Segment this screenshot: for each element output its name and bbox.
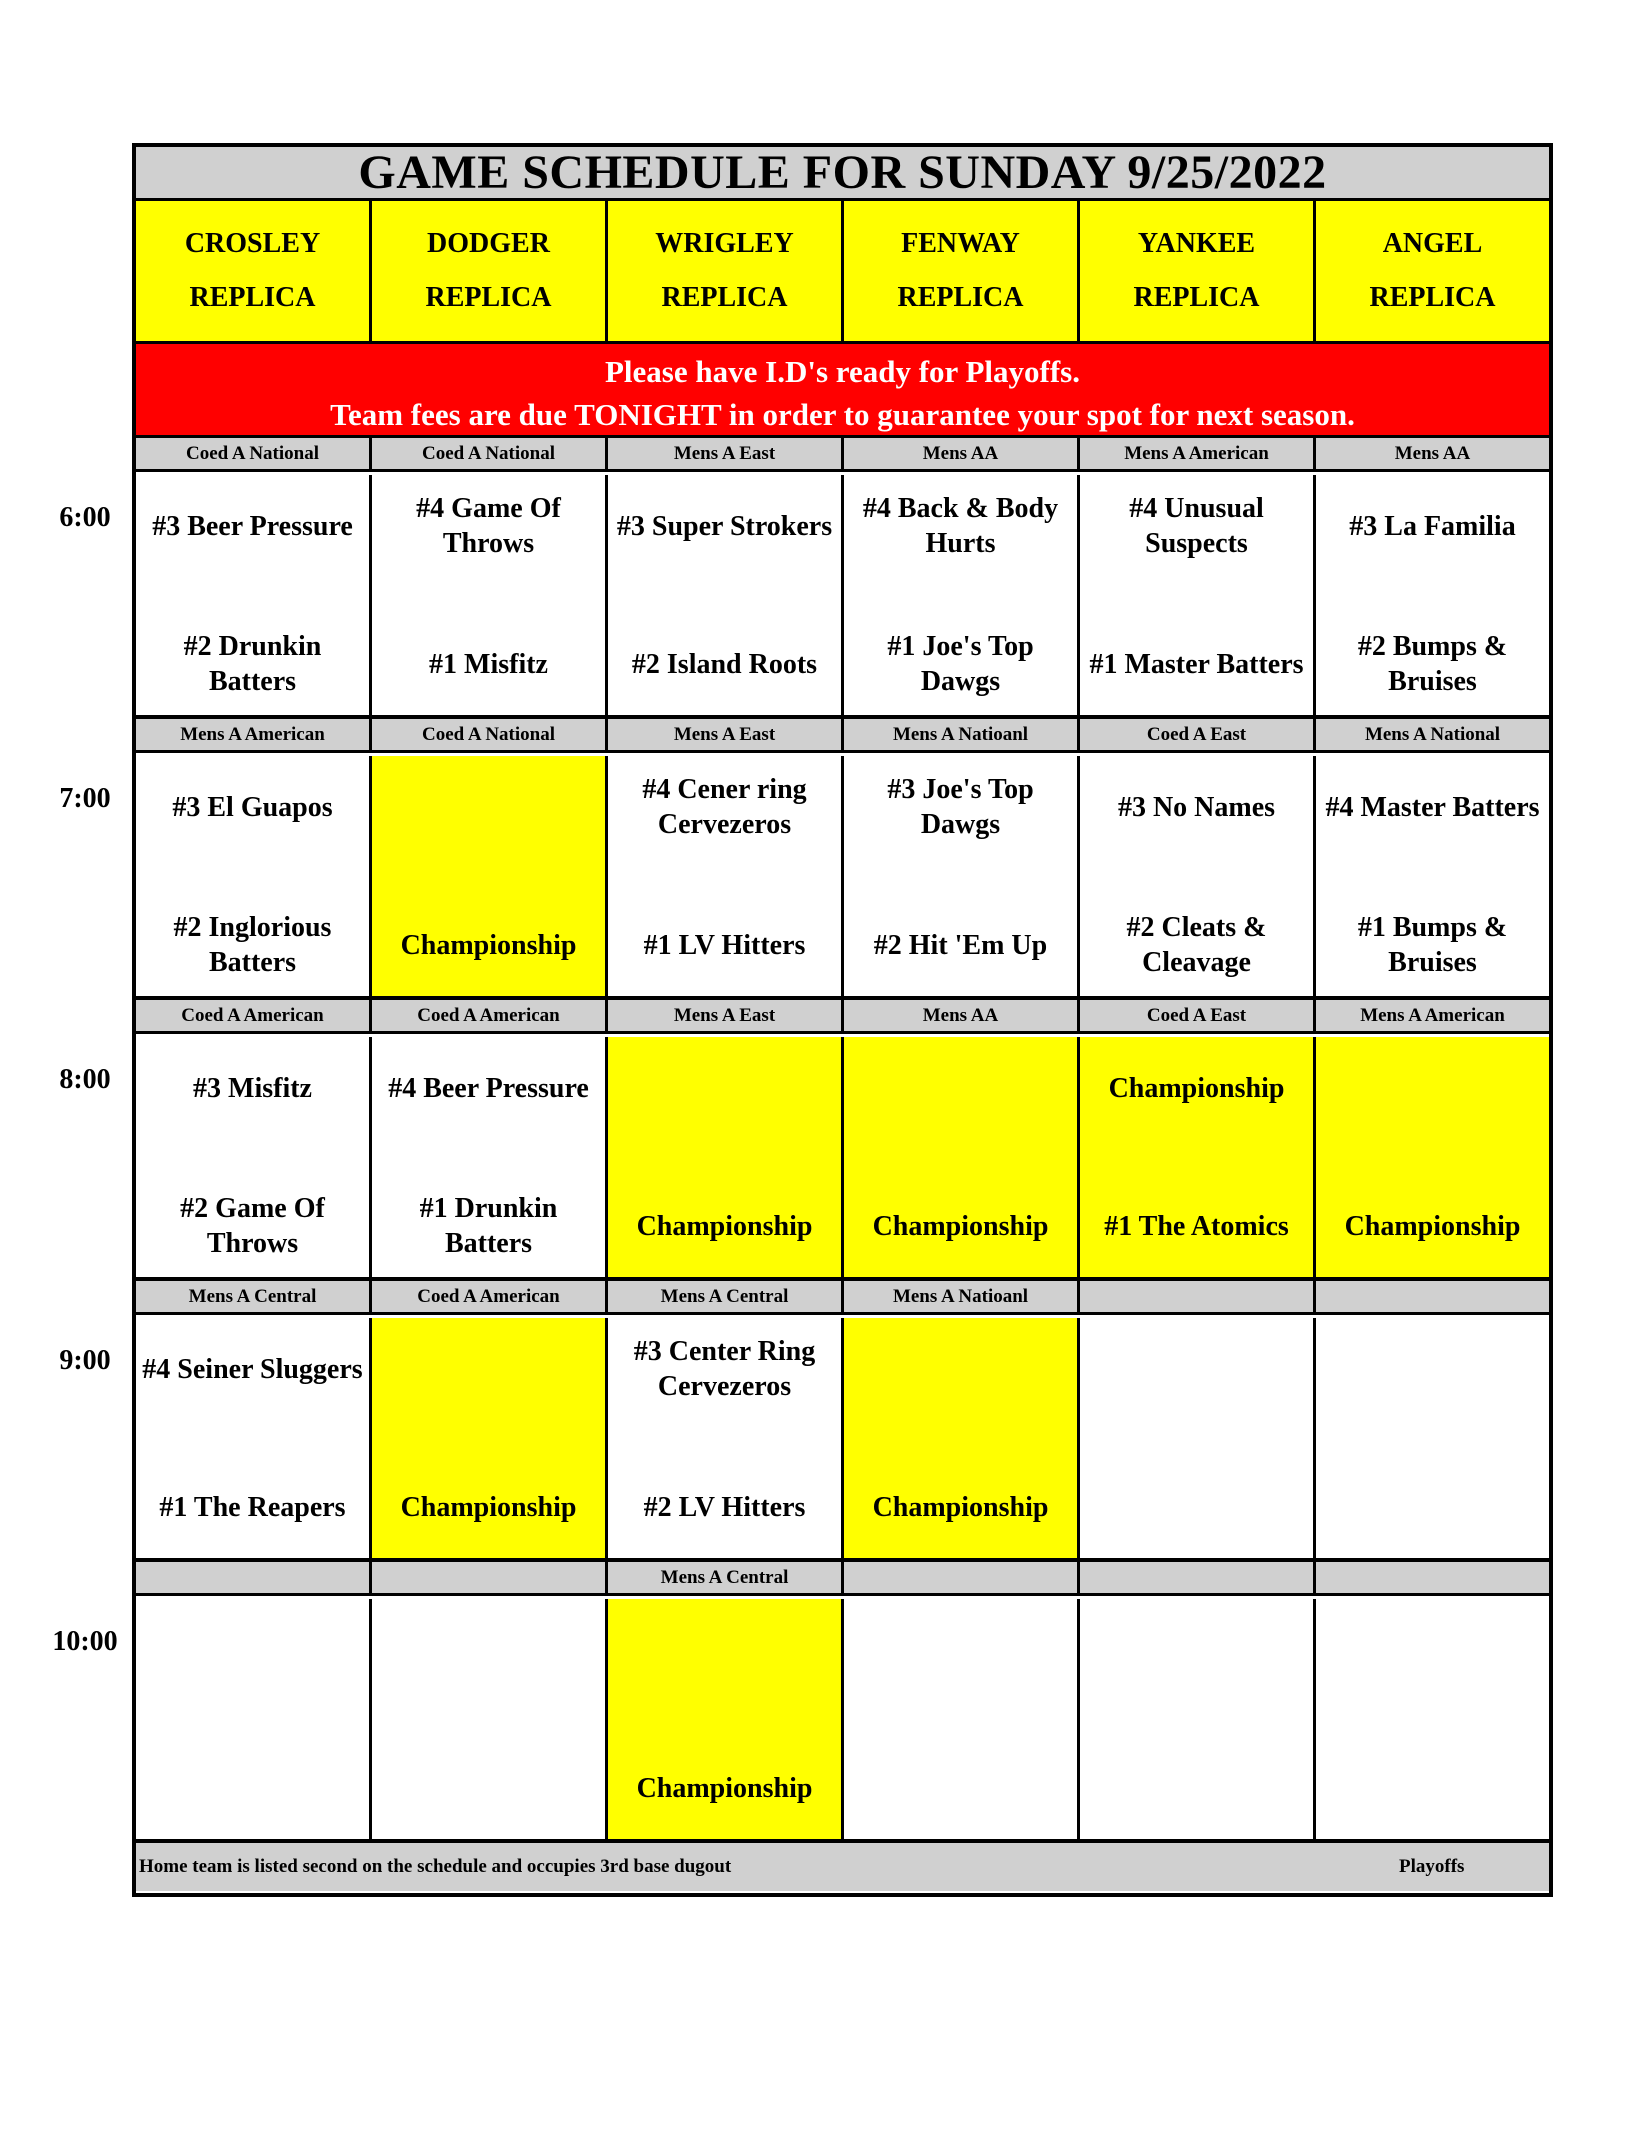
division-label: Mens A American xyxy=(1080,438,1316,469)
home-team: Championship xyxy=(636,1772,813,1804)
division-label: Mens A Central xyxy=(608,1562,844,1593)
division-label: Coed A American xyxy=(136,1000,372,1031)
division-label: Coed A American xyxy=(372,1281,608,1312)
field-header-row xyxy=(136,201,1549,344)
field-sub: REPLICA xyxy=(1133,282,1260,313)
time-label: 7:00 xyxy=(59,783,111,814)
game-cell xyxy=(1316,1599,1549,1839)
home-team: #2 LV Hitters xyxy=(643,1491,806,1523)
away-team xyxy=(1318,1332,1547,1406)
home-team xyxy=(846,1751,1075,1825)
division-label: Mens A Natioanl xyxy=(844,719,1080,750)
away-team: #3 El Guapos xyxy=(172,791,333,823)
game-cell xyxy=(372,1599,608,1839)
division-label: Mens A Central xyxy=(136,1281,372,1312)
game-row xyxy=(136,756,1549,1000)
time-label: 10:00 xyxy=(52,1626,118,1657)
schedule-title: GAME SCHEDULE FOR SUNDAY 9/25/2022 xyxy=(136,147,1549,201)
game-cell xyxy=(372,1037,608,1277)
game-cell xyxy=(844,475,1080,715)
division-label xyxy=(136,1562,372,1593)
division-label: Coed A East xyxy=(1080,719,1316,750)
home-team xyxy=(1318,1751,1547,1825)
away-team xyxy=(138,1613,367,1687)
field-name: YANKEE xyxy=(1137,228,1256,259)
division-label xyxy=(1080,1562,1316,1593)
division-label: Mens A East xyxy=(608,438,844,469)
field-name: DODGER xyxy=(427,228,550,259)
away-team xyxy=(610,1051,839,1125)
field-header xyxy=(844,201,1080,341)
division-label: Coed A National xyxy=(136,438,372,469)
field-sub: REPLICA xyxy=(189,282,316,313)
home-team: Championship xyxy=(872,1491,1049,1523)
division-label: Mens AA xyxy=(844,1000,1080,1031)
field-name: CROSLEY xyxy=(184,228,321,259)
division-label: Coed A National xyxy=(372,719,608,750)
away-team xyxy=(1082,1332,1311,1406)
championship-cell xyxy=(372,1318,608,1558)
field-name: WRIGLEY xyxy=(655,228,794,259)
home-team: #1 The Atomics xyxy=(1104,1210,1289,1242)
division-label xyxy=(1316,1562,1549,1593)
field-sub: REPLICA xyxy=(897,282,1024,313)
away-team: #4 Beer Pressure xyxy=(388,1072,589,1104)
championship-cell xyxy=(844,1037,1080,1277)
championship-cell xyxy=(608,1599,844,1839)
home-team: #1 Drunkin Batters xyxy=(419,1193,558,1259)
away-team xyxy=(374,770,603,844)
game-cell xyxy=(1316,475,1549,715)
away-team xyxy=(846,1051,1075,1125)
game-cell xyxy=(1316,756,1549,996)
footer xyxy=(136,1843,1549,1891)
footer-label: Playoffs xyxy=(1399,1856,1465,1877)
away-team xyxy=(1318,1051,1547,1125)
away-team: #4 Game Of Throws xyxy=(416,493,561,559)
away-team: Championship xyxy=(1108,1072,1285,1104)
home-team xyxy=(138,1751,367,1825)
home-team: #2 Hit 'Em Up xyxy=(873,929,1048,961)
home-team xyxy=(374,1751,603,1825)
game-row xyxy=(136,1599,1549,1843)
championship-cell xyxy=(844,1318,1080,1558)
home-team: #2 Bumps & Bruises xyxy=(1357,631,1508,697)
home-team: Championship xyxy=(400,929,577,961)
game-cell xyxy=(1080,1599,1316,1839)
time-label: 8:00 xyxy=(59,1064,111,1095)
game-cell xyxy=(136,1599,372,1839)
division-label: Mens A Natioanl xyxy=(844,1281,1080,1312)
division-label: Coed A National xyxy=(372,438,608,469)
field-name: FENWAY xyxy=(901,228,1020,259)
division-label xyxy=(844,1562,1080,1593)
championship-cell xyxy=(608,1037,844,1277)
away-team: #3 Super Strokers xyxy=(616,510,833,542)
game-cell xyxy=(1080,475,1316,715)
game-cell xyxy=(608,1318,844,1558)
division-row xyxy=(136,719,1549,753)
away-team: #3 Misfitz xyxy=(193,1072,312,1104)
home-team: #2 Island Roots xyxy=(631,648,818,680)
away-team xyxy=(374,1332,603,1406)
away-team xyxy=(846,1613,1075,1687)
away-team xyxy=(1082,1613,1311,1687)
home-team: #2 Inglorious Batters xyxy=(173,912,332,978)
division-row xyxy=(136,438,1549,472)
schedule-table xyxy=(132,143,1553,1897)
division-label xyxy=(1080,1281,1316,1312)
notice-line: Please have I.D's ready for Playoffs. xyxy=(605,354,1080,389)
division-label: Mens A East xyxy=(608,1000,844,1031)
field-header xyxy=(1316,201,1549,341)
home-team: #1 LV Hitters xyxy=(643,929,806,961)
game-cell xyxy=(136,475,372,715)
home-team: Championship xyxy=(872,1210,1049,1242)
championship-cell xyxy=(372,756,608,996)
field-header xyxy=(1080,201,1316,341)
home-team: #1 Misfitz xyxy=(429,648,548,680)
home-team: #2 Cleats & Cleavage xyxy=(1126,912,1267,978)
home-team: #1 Master Batters xyxy=(1089,648,1304,680)
division-label: Mens A East xyxy=(608,719,844,750)
game-cell xyxy=(844,756,1080,996)
game-row xyxy=(136,1037,1549,1281)
home-team: #1 Bumps & Bruises xyxy=(1357,912,1508,978)
game-cell xyxy=(608,756,844,996)
division-row xyxy=(136,1281,1549,1315)
division-label: Mens AA xyxy=(844,438,1080,469)
away-team: #4 Cener ring Cervezeros xyxy=(642,774,807,840)
division-label: Mens A Central xyxy=(608,1281,844,1312)
away-team: #3 Beer Pressure xyxy=(152,510,353,542)
away-team xyxy=(374,1613,603,1687)
away-team: #3 La Familia xyxy=(1349,510,1516,542)
division-label: Mens A American xyxy=(1360,1005,1505,1026)
home-team: #1 The Reapers xyxy=(159,1491,346,1523)
game-cell xyxy=(1316,1318,1549,1558)
game-cell xyxy=(136,1037,372,1277)
game-cell xyxy=(608,475,844,715)
game-row xyxy=(136,475,1549,719)
away-team: #4 Unusual Suspects xyxy=(1129,493,1264,559)
home-team: Championship xyxy=(400,1491,577,1523)
field-name: ANGEL xyxy=(1382,228,1483,259)
away-team: #3 Center Ring Cervezeros xyxy=(633,1336,816,1402)
home-team xyxy=(1082,1751,1311,1825)
away-team xyxy=(610,1613,839,1687)
home-team: #1 Joe's Top Dawgs xyxy=(887,631,1034,697)
division-label: Coed A American xyxy=(372,1000,608,1031)
footer-note: Home team is listed second on the schedule and occupies 3rd base dugout xyxy=(139,1856,732,1877)
home-team: Championship xyxy=(1344,1210,1521,1242)
home-team xyxy=(1318,1470,1547,1544)
field-sub: REPLICA xyxy=(661,282,788,313)
away-team: #4 Back & Body Hurts xyxy=(862,493,1059,559)
division-row xyxy=(136,1000,1549,1034)
field-sub: REPLICA xyxy=(425,282,552,313)
away-team: #4 Seiner Sluggers xyxy=(142,1353,363,1385)
away-team: #3 No Names xyxy=(1117,791,1276,823)
away-team xyxy=(1318,1613,1547,1687)
field-header xyxy=(372,201,608,341)
home-team: #2 Game Of Throws xyxy=(180,1193,325,1259)
game-cell xyxy=(372,475,608,715)
game-cell xyxy=(136,1318,372,1558)
field-header xyxy=(136,201,372,341)
field-header xyxy=(608,201,844,341)
home-team xyxy=(1082,1470,1311,1544)
game-cell xyxy=(136,756,372,996)
home-team: Championship xyxy=(636,1210,813,1242)
division-row xyxy=(136,1562,1549,1596)
field-sub: REPLICA xyxy=(1369,282,1496,313)
division-label xyxy=(372,1562,608,1593)
game-row xyxy=(136,1318,1549,1562)
away-team xyxy=(846,1332,1075,1406)
game-cell xyxy=(1080,756,1316,996)
away-team: #3 Joe's Top Dawgs xyxy=(887,774,1034,840)
championship-cell xyxy=(1080,1037,1316,1277)
game-cell xyxy=(1080,1318,1316,1558)
game-cell xyxy=(844,1599,1080,1839)
notice-banner xyxy=(136,344,1549,438)
division-label: Coed A East xyxy=(1080,1000,1316,1031)
time-label: 9:00 xyxy=(59,1345,111,1376)
division-label: Mens AA xyxy=(1394,443,1471,464)
division-label: Mens A National xyxy=(1364,724,1501,745)
division-label xyxy=(1316,1281,1549,1312)
home-team: #2 Drunkin Batters xyxy=(183,631,322,697)
division-label: Mens A American xyxy=(136,719,372,750)
notice-line: Team fees are due TONIGHT in order to guarantee your spot for next season. xyxy=(330,397,1355,432)
time-label: 6:00 xyxy=(59,502,111,533)
away-team: #4 Master Batters xyxy=(1325,791,1540,823)
championship-cell xyxy=(1316,1037,1549,1277)
